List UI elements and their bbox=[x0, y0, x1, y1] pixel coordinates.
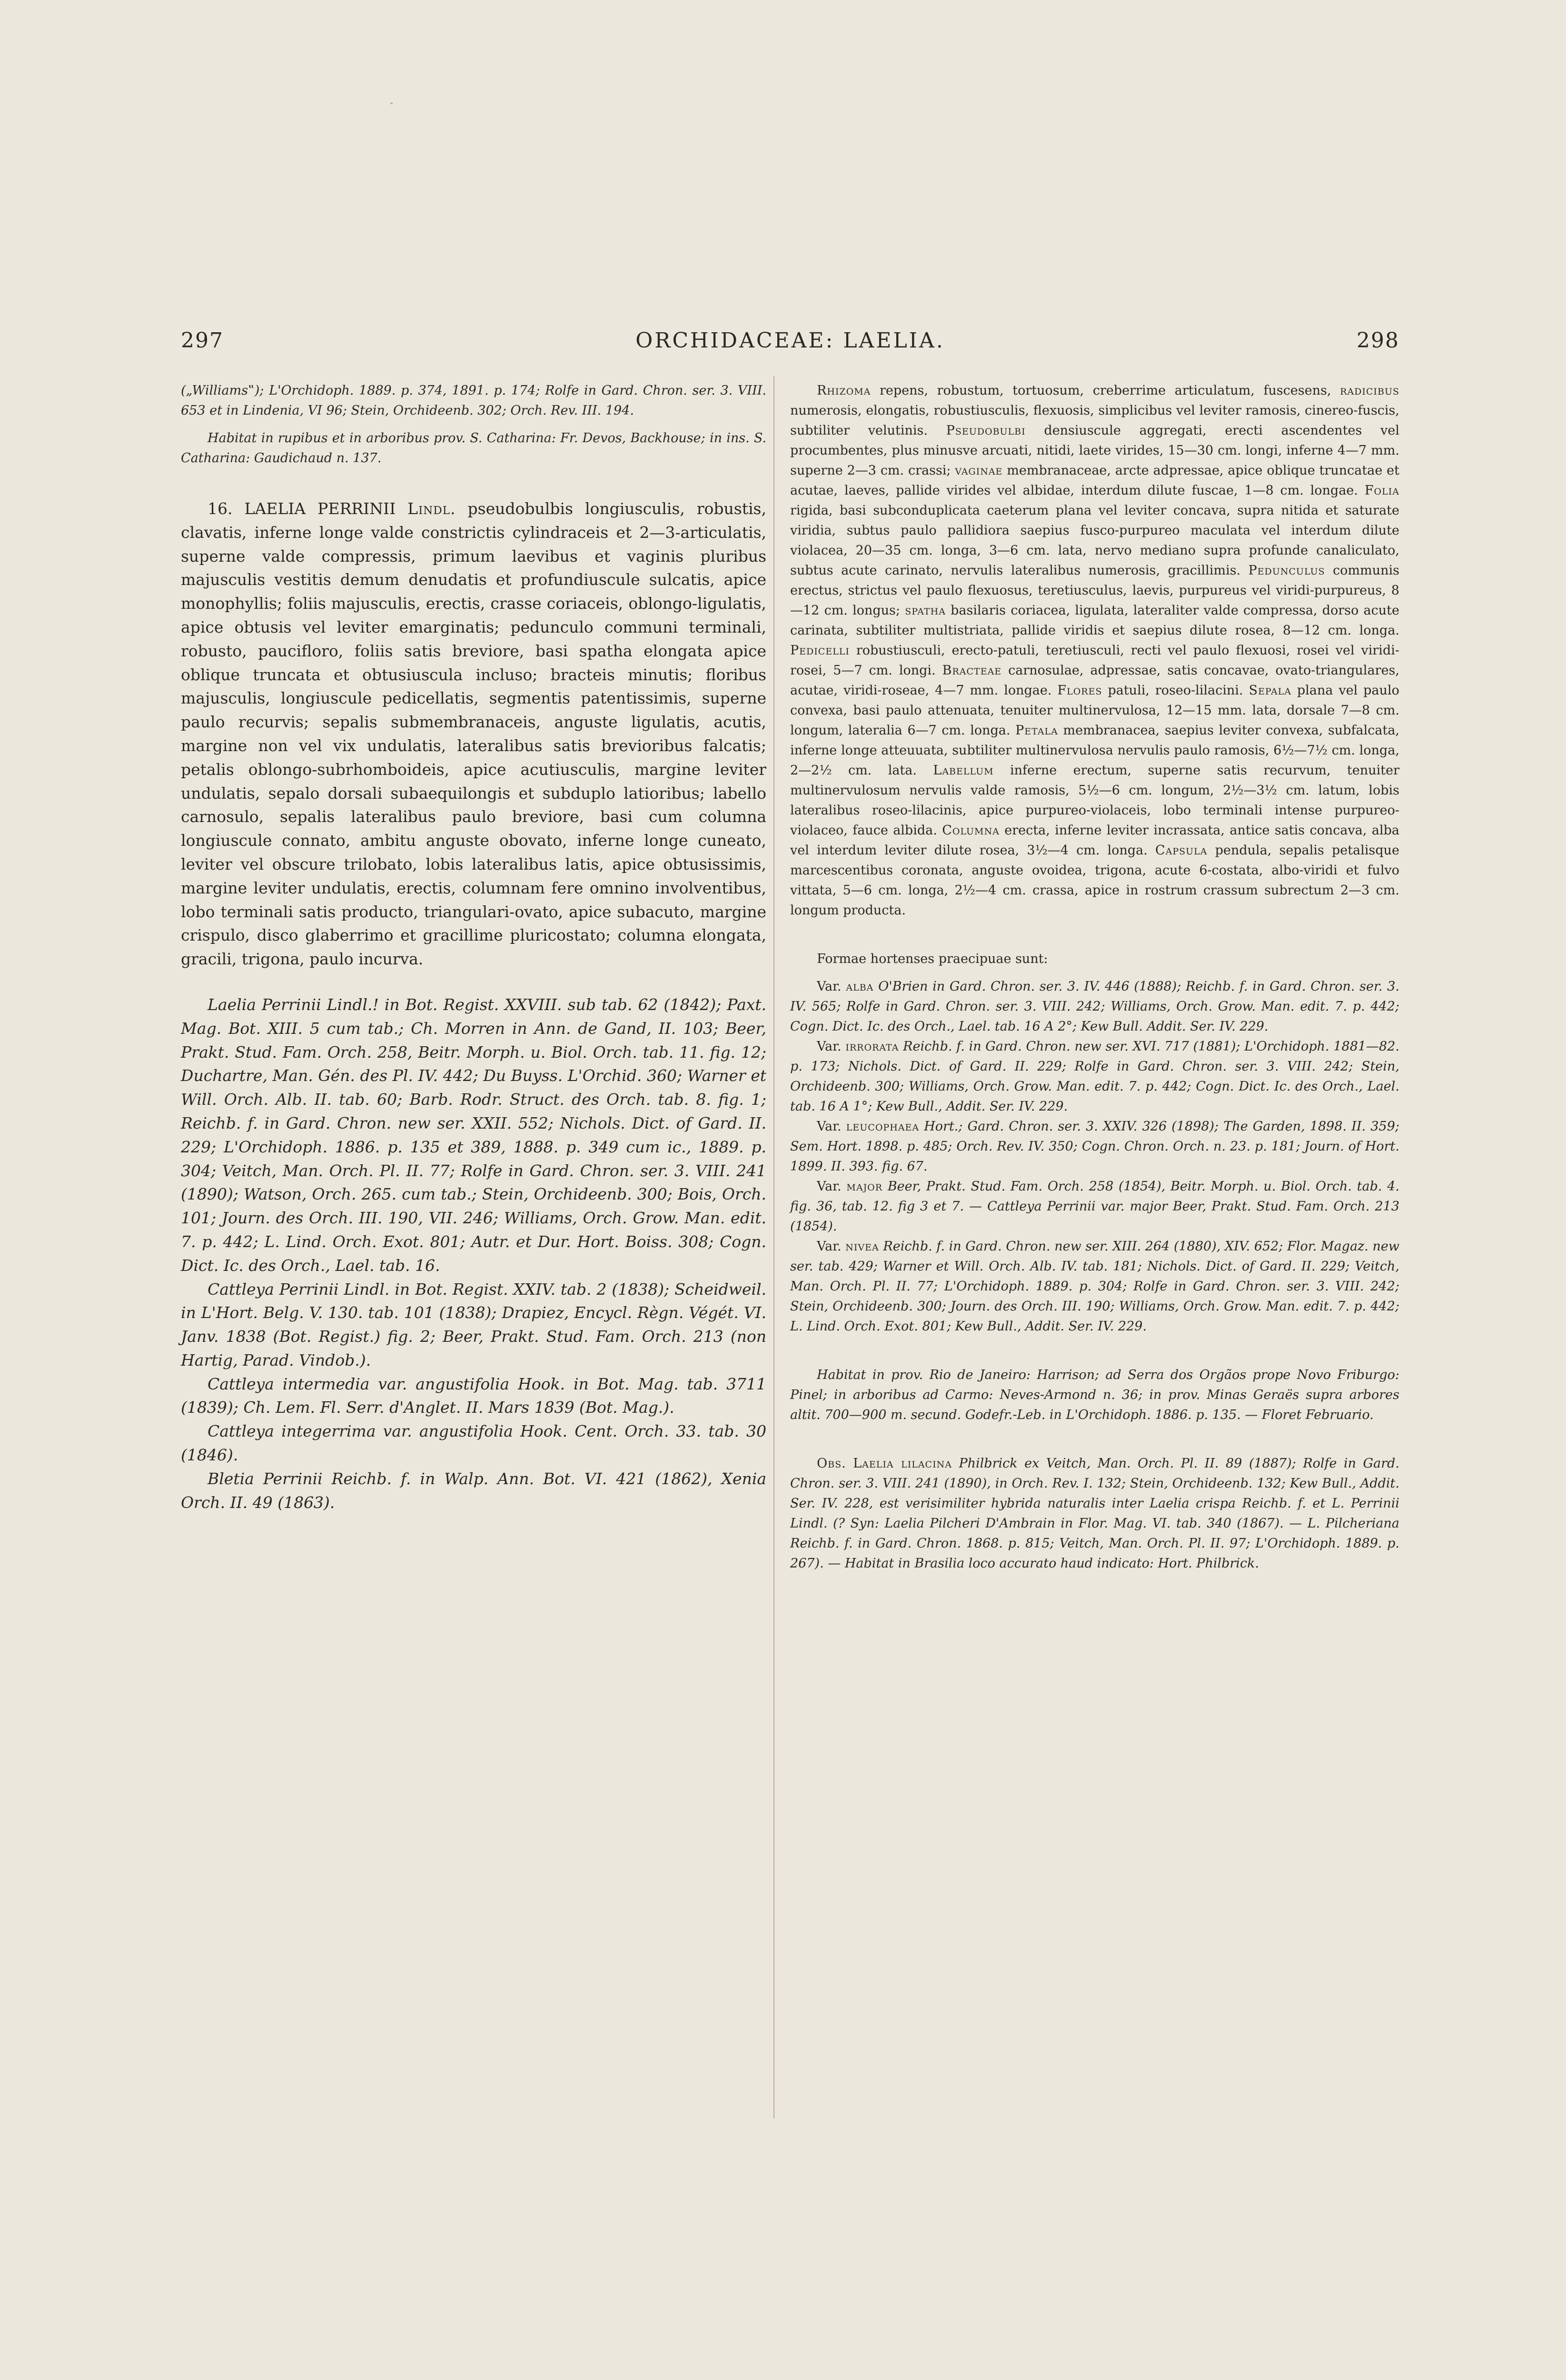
carryover-references: („Williams‟); L'Orchidoph. 1889. p. 374, 1891. p. 174; Rolfe in Gard. Chron. ser. 3. VIII. 653 et in Lindenia, VI 96; Stein, Orchideenb. 302; Orch. Rev. III. 194. bbox=[181, 383, 766, 418]
variety-refs: Reichb. f. in Gard. Chron. new ser. XVI. 717 (1881); L'Orchidoph. 1881—82. p. 173; Nichols. Dict. of Gard. II. 229; Rolfe in Gard. Chron. ser. 3. VIII. 242; Stein, Orchideenb. 300; Williams, Orch. Grow. Man. edit. 7. p. 442; Cogn. Dict. Ic. des Orch., Lael. tab. 16 A 1°; Kew Bull., Addit. Ser. IV. 229. bbox=[790, 1039, 1399, 1114]
desc-term: Columna bbox=[942, 823, 1000, 838]
variety-label: Var. bbox=[817, 979, 842, 994]
species-description: pseudobulbis longiusculis, robustis, clavatis, inferne longe valde constrictis cylindraceis et 2—3-articulatis, superne valde compressis, primum laevibus et vaginis pluribus majusculis vestitis demum denudatis et profundiuscule sulcatis, apice monophyllis; foliis majusculis, erectis, crasse coriaceis, oblongo-ligulatis, apice obtusis vel leviter emarginatis; pedunculo communi terminali, robusto, paucifloro, foliis satis breviore, basi spatha elongata apice oblique truncata et obtusiuscula incluso; bracteis minutis; floribus majusculis, longiuscule pedicellatis, segmentis patentissimis, superne paulo recurvis; sepalis submembranaceis, anguste ligulatis, acutis, margine non vel vix undulatis, lateralibus satis brevioribus falcatis; petalis oblongo-subrhomboideis, apice acutiusculis, margine leviter undulatis, sepalo dorsali subaequilongis et subduplo latioribus; labello carnosulo, sepalis lateralibus paulo breviore, basi cum columna longiuscule connato, ambitu anguste obovato, inferne longe cuneato, leviter vel obscure trilobato, lobis lateralibus latis, apice obtusissimis, margine leviter undulatis, erectis, columnam fere omnino involventibus, lobo terminali satis producto, triangulari-ovato, apice subacuto, margine crispulo, disco glaberrimo et gracillime pluricostato; columna elongata, gracili, trigona, paulo incurva. bbox=[181, 499, 766, 969]
variety-entry bbox=[790, 1177, 1399, 1237]
desc-text: rigida, basi subconduplicata caeterum plana vel leviter concava, supra nitida et saturate viridia, subtus paulo pallidiora saepius fusco-purpureo maculata vel interdum dilute violacea, 20—35 cm. longa, 3—6 cm. lata, nervo mediano supra profunde canaliculato, subtus acute carinato, nervulis lateralibus numerosis, gracillimis. bbox=[790, 503, 1399, 578]
variety-entry bbox=[790, 1117, 1399, 1177]
variety-list bbox=[790, 977, 1399, 1337]
desc-term: Sepala bbox=[1249, 683, 1292, 698]
variety-label: Var. bbox=[817, 1039, 842, 1054]
column-divider bbox=[773, 376, 774, 2118]
synonym-entry: Bletia Perrinii Reichb. f. in Walp. Ann. Bot. VI. 421 (1862), Xenia Orch. II. 49 (1863). bbox=[181, 1469, 766, 1512]
right-column bbox=[790, 381, 1399, 1574]
carryover-habitat: Habitat in rupibus et in arboribus prov. S. Catharina: Fr. Devos, Backhouse; in ins. S. Catharina: Gaudichaud n. 137. bbox=[181, 431, 766, 466]
desc-text: inferne erectum, superne satis recurvum, tenuiter multinervulosum nervulis valde ramosis, 5½—6 cm. longum, 2½—3½ cm. latum, lobis lateralibus roseo-lilacinis, apice purpureo-violaceis, lobo terminali intense purpureo-violaceo, fauce albida. bbox=[790, 763, 1399, 838]
desc-term: Pseudobulbi bbox=[946, 423, 1026, 438]
desc-text: plana vel paulo convexa, basi paulo attenuata, tenuiter multinervulosa, 12—15 mm. lata, dorsale 7—8 cm. longum, lateralia 6—7 cm. longa. bbox=[790, 683, 1399, 738]
variety-label: Var. bbox=[817, 1119, 842, 1134]
running-title: ORCHIDACEAE: LAELIA. bbox=[635, 328, 945, 353]
desc-text: carnosulae, adpressae, satis concavae, ovato-triangulares, acutae, viridi-roseae, 4—7 mm. longae. bbox=[790, 663, 1399, 698]
running-header bbox=[181, 328, 1399, 362]
obs-label: Obs. bbox=[817, 1456, 846, 1471]
desc-term: Rhizoma bbox=[817, 383, 871, 398]
desc-term: Capsula bbox=[1155, 843, 1208, 858]
desc-term: Pedunculus bbox=[1248, 563, 1325, 578]
observation-paragraph bbox=[790, 1454, 1399, 1574]
species-number: 16. bbox=[208, 499, 233, 518]
variety-name: nivea bbox=[845, 1239, 879, 1254]
variety-entry bbox=[790, 1237, 1399, 1337]
left-column bbox=[181, 381, 766, 1514]
desc-text: pendula, sepalis petalisque marcescentibus coronata, anguste ovoidea, trigona, acute 6-costata, albo-viridi et fulvo vittata, 5—6 cm. longa, 2½—4 cm. crassa, apice in rostrum crassum subrectum 2—3 cm. longum producta. bbox=[790, 843, 1399, 918]
variety-name: alba bbox=[846, 979, 874, 994]
desc-text: membranaceae, arcte adpressae, apice oblique truncatae et acutae, laeves, pallide virides vel albidae, interdum dilute fuscae, 1—8 cm. longae. bbox=[790, 463, 1399, 498]
paper-speck bbox=[390, 102, 393, 104]
synonym-entry: Cattleya integerrima var. angustifolia Hook. Cent. Orch. 33. tab. 30 (1846). bbox=[181, 1422, 766, 1465]
desc-text: robustiusculi, erecto-patuli, teretiusculi, recti vel paulo flexuosi, rosei vel viridi-rosei, 5—7 cm. longi. bbox=[790, 643, 1399, 678]
obs-text: Philbrick ex Veitch, Man. Orch. Pl. II. 89 (1887); Rolfe in Gard. Chron. ser. 3. VIII. 241 (1890), in Orch. Rev. I. 132; Stein, Orchideenb. 132; Kew Bull., Addit. Ser. IV. 228, est verisimiliter hybrida naturalis inter Laelia crispa Reichb. f. et L. Perrinii Lindl. (? Syn: Laelia Pilcheri D'Ambrain in Flor. Mag. VI. tab. 340 (1867). — L. Pilcheriana Reichb. f. in Gard. Chron. 1868. p. 815; Veitch, Man. Orch. Pl. II. 97; L'Orchidoph. 1889. p. 267). — Habitat in Brasilia loco accurato haud indicato: Hort. Philbrick. bbox=[790, 1456, 1399, 1571]
variety-refs: Reichb. f. in Gard. Chron. new ser. XIII. 264 (1880), XIV. 652; Flor. Magaz. new ser. tab. 429; Warner et Will. Orch. Alb. IV. tab. 181; Nichols. Dict. of Gard. II. 229; Veitch, Man. Orch. Pl. II. 77; L'Orchidoph. 1889. p. 304; Rolfe in Gard. Chron. ser. 3. VIII. 242; Stein, Orchideenb. 300; Journ. des Orch. III. 190; Williams, Orch. Grow. Man. edit. 7. p. 442; L. Lind. Orch. Exot. 801; Kew Bull., Addit. Ser. IV. 229. bbox=[790, 1239, 1399, 1334]
synonym-list bbox=[181, 993, 766, 1515]
desc-term: vaginae bbox=[955, 463, 1003, 478]
desc-term: Bracteae bbox=[942, 663, 1002, 678]
variety-name: irrorata bbox=[845, 1039, 899, 1054]
desc-term: Petala bbox=[1015, 723, 1058, 738]
obs-name: Laelia lilacina bbox=[853, 1456, 952, 1471]
desc-text: numerosis, elongatis, robustiusculis, flexuosis, simplicibus vel leviter ramosis, cinereo-fuscis, subtiliter velutinis. bbox=[790, 403, 1399, 438]
variety-entry bbox=[790, 1037, 1399, 1117]
formae-intro: Formae hortenses praecipuae sunt: bbox=[817, 952, 1048, 966]
variety-name: major bbox=[846, 1179, 883, 1194]
page-number-right: 298 bbox=[1357, 328, 1399, 353]
synonym-entry: Laelia Perrinii Lindl.! in Bot. Regist. XXVIII. sub tab. 62 (1842); Paxt. Mag. Bot. XIII. 5 cum tab.; Ch. Morren in Ann. de Gand, II. 103; Beer, Prakt. Stud. Fam. Orch. 258, Beitr. Morph. u. Biol. Orch. tab. 11. fig. 12; Duchartre, Man. Gén. des Pl. IV. 442; Du Buyss. L'Orchid. 360; Warner et Will. Orch. Alb. II. tab. 60; Barb. Rodr. Struct. des Orch. tab. 8. fig. 1; Reichb. f. in Gard. Chron. new ser. XXII. 552; Nichols. Dict. of Gard. II. 229; L'Orchidoph. 1886. p. 135 et 389, 1888. p. 349 cum ic., 1889. p. 304; Veitch, Man. Orch. Pl. II. 77; Rolfe in Gard. Chron. ser. 3. VIII. 241 (1890); Watson, Orch. 265. cum tab.; Stein, Orchideenb. 300; Bois, Orch. 101; Journ. des Orch. III. 190, VII. 246; Williams, Orch. Grow. Man. edit. 7. p. 442; L. Lind. Orch. Exot. 801; Autr. et Dur. Hort. Boiss. 308; Cogn. Dict. Ic. des Orch., Lael. tab. 16. bbox=[181, 995, 766, 1275]
desc-text: patuli, roseo-lilacini. bbox=[1108, 683, 1243, 698]
page-number-left: 297 bbox=[181, 328, 224, 353]
desc-text: membranacea, saepius leviter convexa, subfalcata, inferne longe atteuuata, subtiliter multinervulosa nervulis paulo ramosis, 6½—7½ cm. longa, 2—2½ cm. lata. bbox=[790, 723, 1400, 778]
variety-name: leucophaea bbox=[846, 1119, 920, 1134]
desc-text: basilaris coriacea, ligulata, lateraliter valde compressa, dorso acute carinata, subtiliter multistriata, pallide viridis et saepius dilute rosea, 8—12 cm. longa. bbox=[790, 603, 1399, 638]
desc-term: radicibus bbox=[1340, 383, 1399, 398]
habitat-paragraph: Habitat in prov. Rio de Janeiro: Harrison; ad Serra dos Orgãos prope Novo Friburgo: Pinel; in arboribus ad Carmo: Neves-Armond n. 36; in prov. Minas Geraës supra arbores altit. 700—900 m. secund. Godefr.-Leb. in L'Orchidoph. 1886. p. 135. — Floret Februario. bbox=[790, 1368, 1399, 1422]
variety-refs: O'Brien in Gard. Chron. ser. 3. IV. 446 (1888); Reichb. f. in Gard. Chron. ser. 3. IV. 565; Rolfe in Gard. Chron. ser. 3. VIII. 242; Williams, Orch. Grow. Man. edit. 7. p. 442; Cogn. Dict. Ic. des Orch., Lael. tab. 16 A 2°; Kew Bull. Addit. Ser. IV. 229. bbox=[790, 979, 1399, 1034]
desc-term: Folia bbox=[1364, 483, 1399, 498]
variety-refs: Beer, Prakt. Stud. Fam. Orch. 258 (1854), Beitr. Morph. u. Biol. Orch. tab. 4. fig. 36, tab. 12. fig 3 et 7. — Cattleya Perrinii var. major Beer, Prakt. Stud. Fam. Orch. 213 (1854). bbox=[790, 1179, 1400, 1234]
variety-label: Var. bbox=[817, 1239, 842, 1254]
detailed-description bbox=[790, 381, 1399, 921]
desc-term: Flores bbox=[1057, 683, 1102, 698]
desc-text: erecta, inferne leviter incrassata, antice satis concava, alba vel interdum leviter dilute rosea, 3½—4 cm. longa. bbox=[790, 823, 1399, 858]
variety-entry bbox=[790, 977, 1399, 1037]
variety-label: Var. bbox=[817, 1179, 842, 1194]
synonym-entry: Cattleya intermedia var. angustifolia Hook. in Bot. Mag. tab. 3711 (1839); Ch. Lem. Fl. Serr. d'Anglet. II. Mars 1839 (Bot. Mag.). bbox=[181, 1374, 766, 1417]
species-entry bbox=[181, 497, 766, 971]
desc-text: repens, robustum, tortuosum, creberrime articulatum, fuscesens, bbox=[879, 383, 1331, 398]
desc-term: spatha bbox=[905, 603, 946, 618]
species-name: LAELIA PERRINII bbox=[244, 499, 396, 518]
desc-text: communis erectus, strictus vel paulo flexuosus, teretiusculus, laevis, purpureus vel viridi-purpureus, 8—12 cm. longus; bbox=[790, 563, 1399, 618]
desc-term: Labellum bbox=[933, 763, 994, 778]
variety-refs: Hort.; Gard. Chron. ser. 3. XXIV. 326 (1898); The Garden, 1898. II. 359; Sem. Hort. 1898. p. 485; Orch. Rev. IV. 350; Cogn. Chron. Orch. n. 23. p. 181; Journ. of Hort. 1899. II. 393. fig. 67. bbox=[790, 1119, 1399, 1174]
desc-term: Pedicelli bbox=[790, 643, 850, 658]
species-author: Lindl. bbox=[407, 499, 456, 518]
synonym-entry: Cattleya Perrinii Lindl. in Bot. Regist. XXIV. tab. 2 (1838); Scheidweil. in L'Hort. Belg. V. 130. tab. 101 (1838); Drapiez, Encycl. Règn. Végét. VI. Janv. 1838 (Bot. Regist.) fig. 2; Beer, Prakt. Stud. Fam. Orch. 213 (non Hartig, Parad. Vindob.). bbox=[181, 1279, 766, 1369]
desc-text: densiuscule aggregati, erecti ascendentes vel procumbentes, plus minusve arcuati, nitidi, laete virides, 15—30 cm. longi, inferne 4—7 mm. superne 2—3 cm. crassi; bbox=[790, 423, 1399, 478]
